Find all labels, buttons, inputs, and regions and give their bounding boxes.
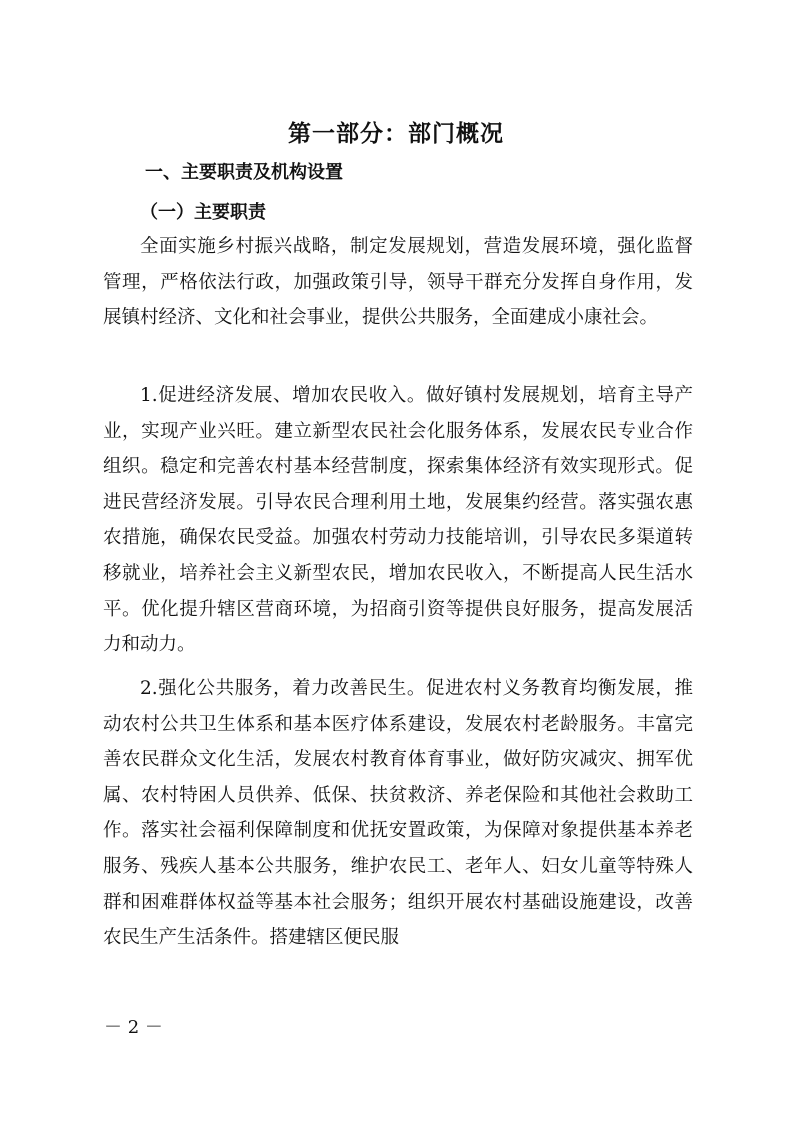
paragraph-text: 全面实施乡村振兴战略，制定发展规划，营造发展环境，强化监督管理，严格依法行政，加强政策引导，领导干群充分发挥自身作用，发展镇村经济、文化和社会事业，提供公共服务，全面建成小康社会。 [103,236,693,329]
body-paragraph-economy [103,378,693,663]
section-heading: 一、主要职责及机构设置 [145,162,343,183]
body-paragraph-public-service [103,671,693,956]
page-number: － 2 － [104,1017,163,1038]
paragraph-text: 2.强化公共服务，着力改善民生。促进农村义务教育均衡发展，推动农村公共卫生体系和基本医疗体系建设，发展农村老龄服务。丰富完善农民群众文化生活，发展农村教育体育事业，做好防灾减灾、拥军优属、农村特困人员供养、低保、扶贫救济、养老保险和其他社会救助工作。落实社会福利保障制度和优抚安置政策，为保障对象提供基本养老服务、残疾人基本公共服务，维护农民工、老年人、妇女儿童等特殊人群和困难群体权益等基本社会服务；组织开展农村基础设施建设，改善农民生产生活条件。搭建辖区便民服 [103,678,693,949]
paragraph-text: 1.促进经济发展、增加农民收入。做好镇村发展规划，培育主导产业，实现产业兴旺。建立新型农民社会化服务体系，发展农民专业合作组织。稳定和完善农村基本经营制度，探索集体经济有效实现形式。促进民营经济发展。引导农民合理利用土地，发展集约经营。落实强农惠农措施，确保农民受益。加强农村劳动力技能培训，引导农民多渠道转移就业，培养社会主义新型农民，增加农民收入，不断提高人民生活水平。优化提升辖区营商环境，为招商引资等提供良好服务，提高发展活力和动力。 [103,385,693,656]
body-paragraph-intro [103,229,693,336]
page-title: 第一部分：部门概况 [288,120,504,147]
subsection-heading: （一）主要职责 [140,202,266,223]
